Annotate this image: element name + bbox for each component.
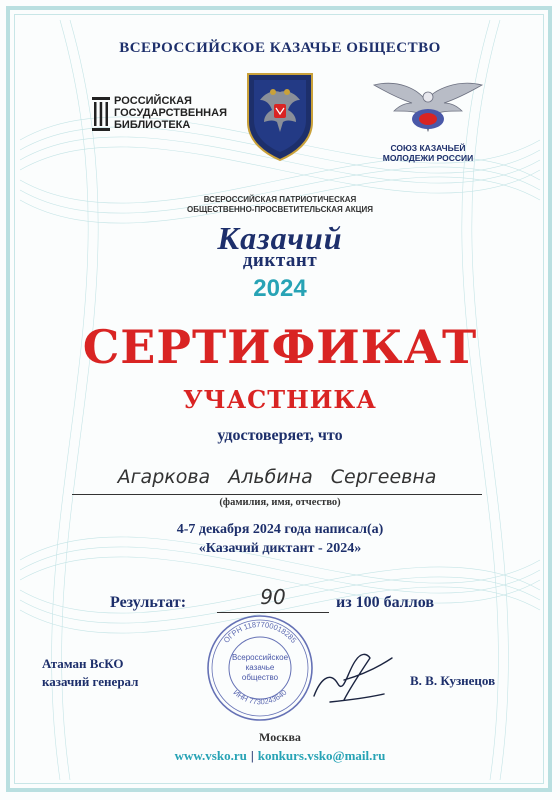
- cossack-society-emblem-icon: [244, 70, 316, 162]
- signer-name: В. В. Кузнецов: [410, 673, 496, 688]
- action-subtitle-line-2: ОБЩЕСТВЕННО-ПРОСВЕТИТЕЛЬСКАЯ АКЦИЯ: [186, 205, 373, 214]
- score-value: 90: [260, 585, 286, 609]
- action-name-line-1: Казачий: [217, 220, 343, 256]
- action-name-line-2: диктант: [242, 250, 318, 271]
- signer-title-line-1: Атаман ВсКО: [42, 656, 124, 671]
- certificate-subtitle: УЧАСТНИКА: [183, 385, 377, 414]
- library-logo: [92, 95, 227, 131]
- certificate-title: СЕРТИФИКАТ: [82, 320, 478, 374]
- participant-name: Агаркова Альбина Сергеевна: [117, 466, 437, 488]
- score-line: [217, 585, 329, 613]
- library-logo-line-1: РОССИЙСКАЯ: [114, 95, 192, 107]
- youth-union-line-1: СОЮЗ КАЗАЧЬЕЙ: [390, 143, 466, 153]
- participant-name-line: [72, 466, 482, 495]
- handwritten-signature: [300, 640, 400, 710]
- action-subtitle-line-1: ВСЕРОССИЙСКАЯ ПАТРИОТИЧЕСКАЯ: [203, 195, 357, 204]
- date-line: 4-7 декабря 2024 года написал(а): [176, 522, 384, 537]
- official-stamp: [205, 613, 315, 723]
- stamp-ring-top: ОГРН 1187700018285: [221, 619, 299, 645]
- stamp-center-line-2: казачье: [245, 663, 275, 672]
- email-link[interactable]: konkurs.vsko@mail.ru: [257, 748, 386, 763]
- result-label: Результат:: [110, 594, 187, 611]
- city: Москва: [259, 730, 301, 744]
- youth-union-line-2: МОЛОДЕЖИ РОССИИ: [382, 153, 474, 163]
- event-line: «Казачий диктант - 2024»: [198, 541, 362, 556]
- action-year: 2024: [253, 275, 307, 302]
- contact-separator: |: [250, 748, 254, 763]
- library-logo-line-3: БИБЛИОТЕКА: [114, 119, 191, 131]
- stamp-center-line-3: общество: [241, 673, 279, 682]
- signer-title: [42, 655, 138, 691]
- website-link[interactable]: www.vsko.ru: [174, 748, 247, 763]
- contacts: [0, 748, 560, 764]
- action-subtitle: [0, 195, 560, 215]
- stamp-ring-bottom: ИНН 7730243640: [231, 687, 289, 707]
- stamp-center-line-1: Всероссийское: [231, 653, 289, 662]
- name-caption: (фамилия, имя, отчество): [219, 497, 341, 508]
- signer-title-line-2: казачий генерал: [42, 674, 139, 689]
- library-columns-icon: [92, 97, 110, 131]
- youth-union-logo-icon: [368, 75, 488, 141]
- library-logo-line-2: ГОСУДАРСТВЕННАЯ: [114, 107, 227, 119]
- of-points-text: из 100 баллов: [336, 594, 434, 611]
- certifies-text: удостоверяет, что: [217, 427, 343, 444]
- organization-title: ВСЕРОССИЙСКОЕ КАЗАЧЬЕ ОБЩЕСТВО: [119, 40, 441, 56]
- youth-union-label: [368, 143, 488, 163]
